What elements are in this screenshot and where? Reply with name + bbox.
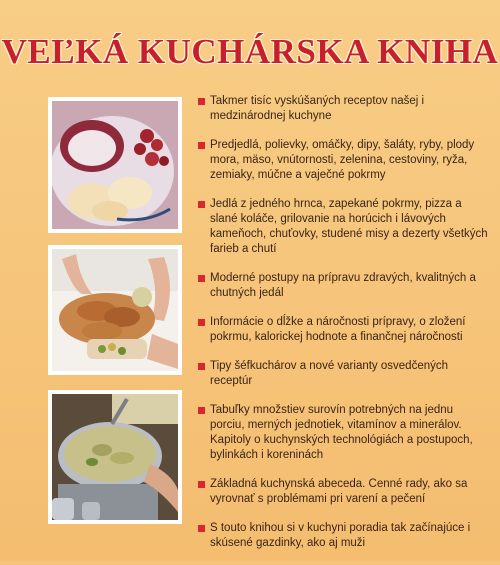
bullet-marker [198,481,205,488]
feature-text: Tipy šéfkuchárov a nové varianty osvedčených receptúr [210,360,449,387]
list-item [198,138,490,183]
list-item [198,521,490,551]
list-item [198,403,490,463]
feature-text: Základná kuchynská abeceda. Cenné rady, ako sa vyrovnať s problémami pri varení a pečení [210,478,468,505]
list-item [198,315,490,345]
list-item [198,359,490,389]
feature-text: Informácie o dĺžke a náročnosti prípravy, o zložení pokrmu, kalorickej hodnote a finančnej náročnosti [210,316,466,343]
feature-text: Moderné postupy na prípravu zdravých, kvalitných a chutných jedál [210,272,476,299]
feature-text: S touto knihou si v kuchyni poradia tak začínajúce i skúsené gazdinky, ako aj muži [210,522,471,549]
list-item [198,477,490,507]
feature-list [198,94,490,565]
soup-pot-photo [48,390,182,524]
feature-text: Tabuľky množstiev surovín potrebných na jednu porciu, merných jednotiek, vitamínov a minerálov. Kapitoly o kuchynských technológiách a postupoch, bylinkách i koreninách [210,404,473,461]
list-item [198,271,490,301]
chef-cutting-photo [48,245,182,375]
feature-text: Predjedlá, polievky, omáčky, dipy, šaláty, ryby, plody mora, mäso, vnútornosti, zelenina, cestoviny, ryža, zemiaky, múčne a vaječné pokrmy [210,139,475,181]
feature-text: Jedlá z jedného hrnca, zapekané pokrmy, pizza a slané koláče, grilovanie na horúcich i lávových kameňoch, chuťovky, studené misy a dezerty všetkých farieb a chutí [210,198,488,255]
list-item [198,197,490,257]
feature-text: Takmer tisíc vyskúšaných receptov našej i medzinárodnej kuchyne [210,95,425,122]
dessert-photo [48,97,182,233]
list-item [198,94,490,124]
bullet-marker [198,525,205,532]
bullet-marker [198,275,205,282]
bullet-marker [198,142,205,149]
bullet-marker [198,363,205,370]
bullet-marker [198,98,205,105]
bullet-marker [198,407,205,414]
bullet-marker [198,201,205,208]
bullet-marker [198,319,205,326]
book-title: VEĽKÁ KUCHÁRSKA KNIHA [1,32,499,71]
